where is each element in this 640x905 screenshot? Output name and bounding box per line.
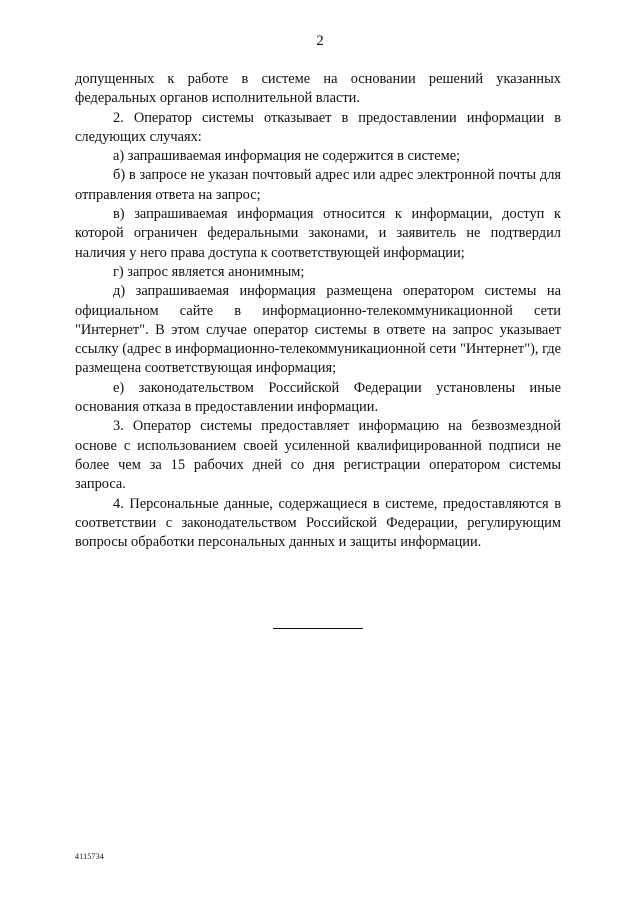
paragraph-subitem-g: г) запрос является анонимным; (113, 263, 305, 280)
paragraph-item-2: 2. Оператор системы отказывает в предоставлении информации в следующих случаях: (75, 109, 561, 145)
paragraph-subitem-d: д) запрашиваемая информация размещена оператором системы на официальном сайте в информационно-телекоммуникационной сети "Интернет". В этом случае оператор системы в ответе на запрос указывает ссылку (адрес в информационно-телекоммуникационной сети "Интернет"), где размещена соответствующая информация; (75, 283, 561, 377)
paragraph-continuation: допущенных к работе в системе на основании решений указанных федеральных органов исполнительной власти. (75, 71, 561, 107)
paragraph-subitem-v: в) запрашиваемая информация относится к информации, доступ к которой ограничен федеральными законами, и заявитель не подтвердил наличия у него права доступа к соответствующей информации; (75, 206, 561, 261)
paragraph-item-4: 4. Персональные данные, содержащиеся в системе, предоставляются в соответствии с законодательством Российской Федерации, регулирующим вопросы обработки персональных данных и защиты информации. (75, 495, 561, 551)
paragraph-subitem-a: а) запрашиваемая информация не содержится в системе; (113, 148, 461, 165)
page-number: 2 (316, 33, 324, 49)
document-id: 4115734 (75, 852, 105, 861)
document-body (75, 70, 561, 552)
paragraph-item-3: 3. Оператор системы предоставляет информацию на безвозмездной основе с использованием своей усиленной квалифицированной подписи не более чем за 15 рабочих дней со дня регистрации оператором системы запроса. (75, 418, 561, 493)
end-separator-line (273, 628, 363, 629)
paragraph-subitem-e: е) законодательством Российской Федерации установлены иные основания отказа в предоставлении информации. (75, 379, 561, 416)
paragraph-subitem-b: б) в запросе не указан почтовый адрес или адрес электронной почты для отправления ответа на запрос; (75, 167, 561, 203)
